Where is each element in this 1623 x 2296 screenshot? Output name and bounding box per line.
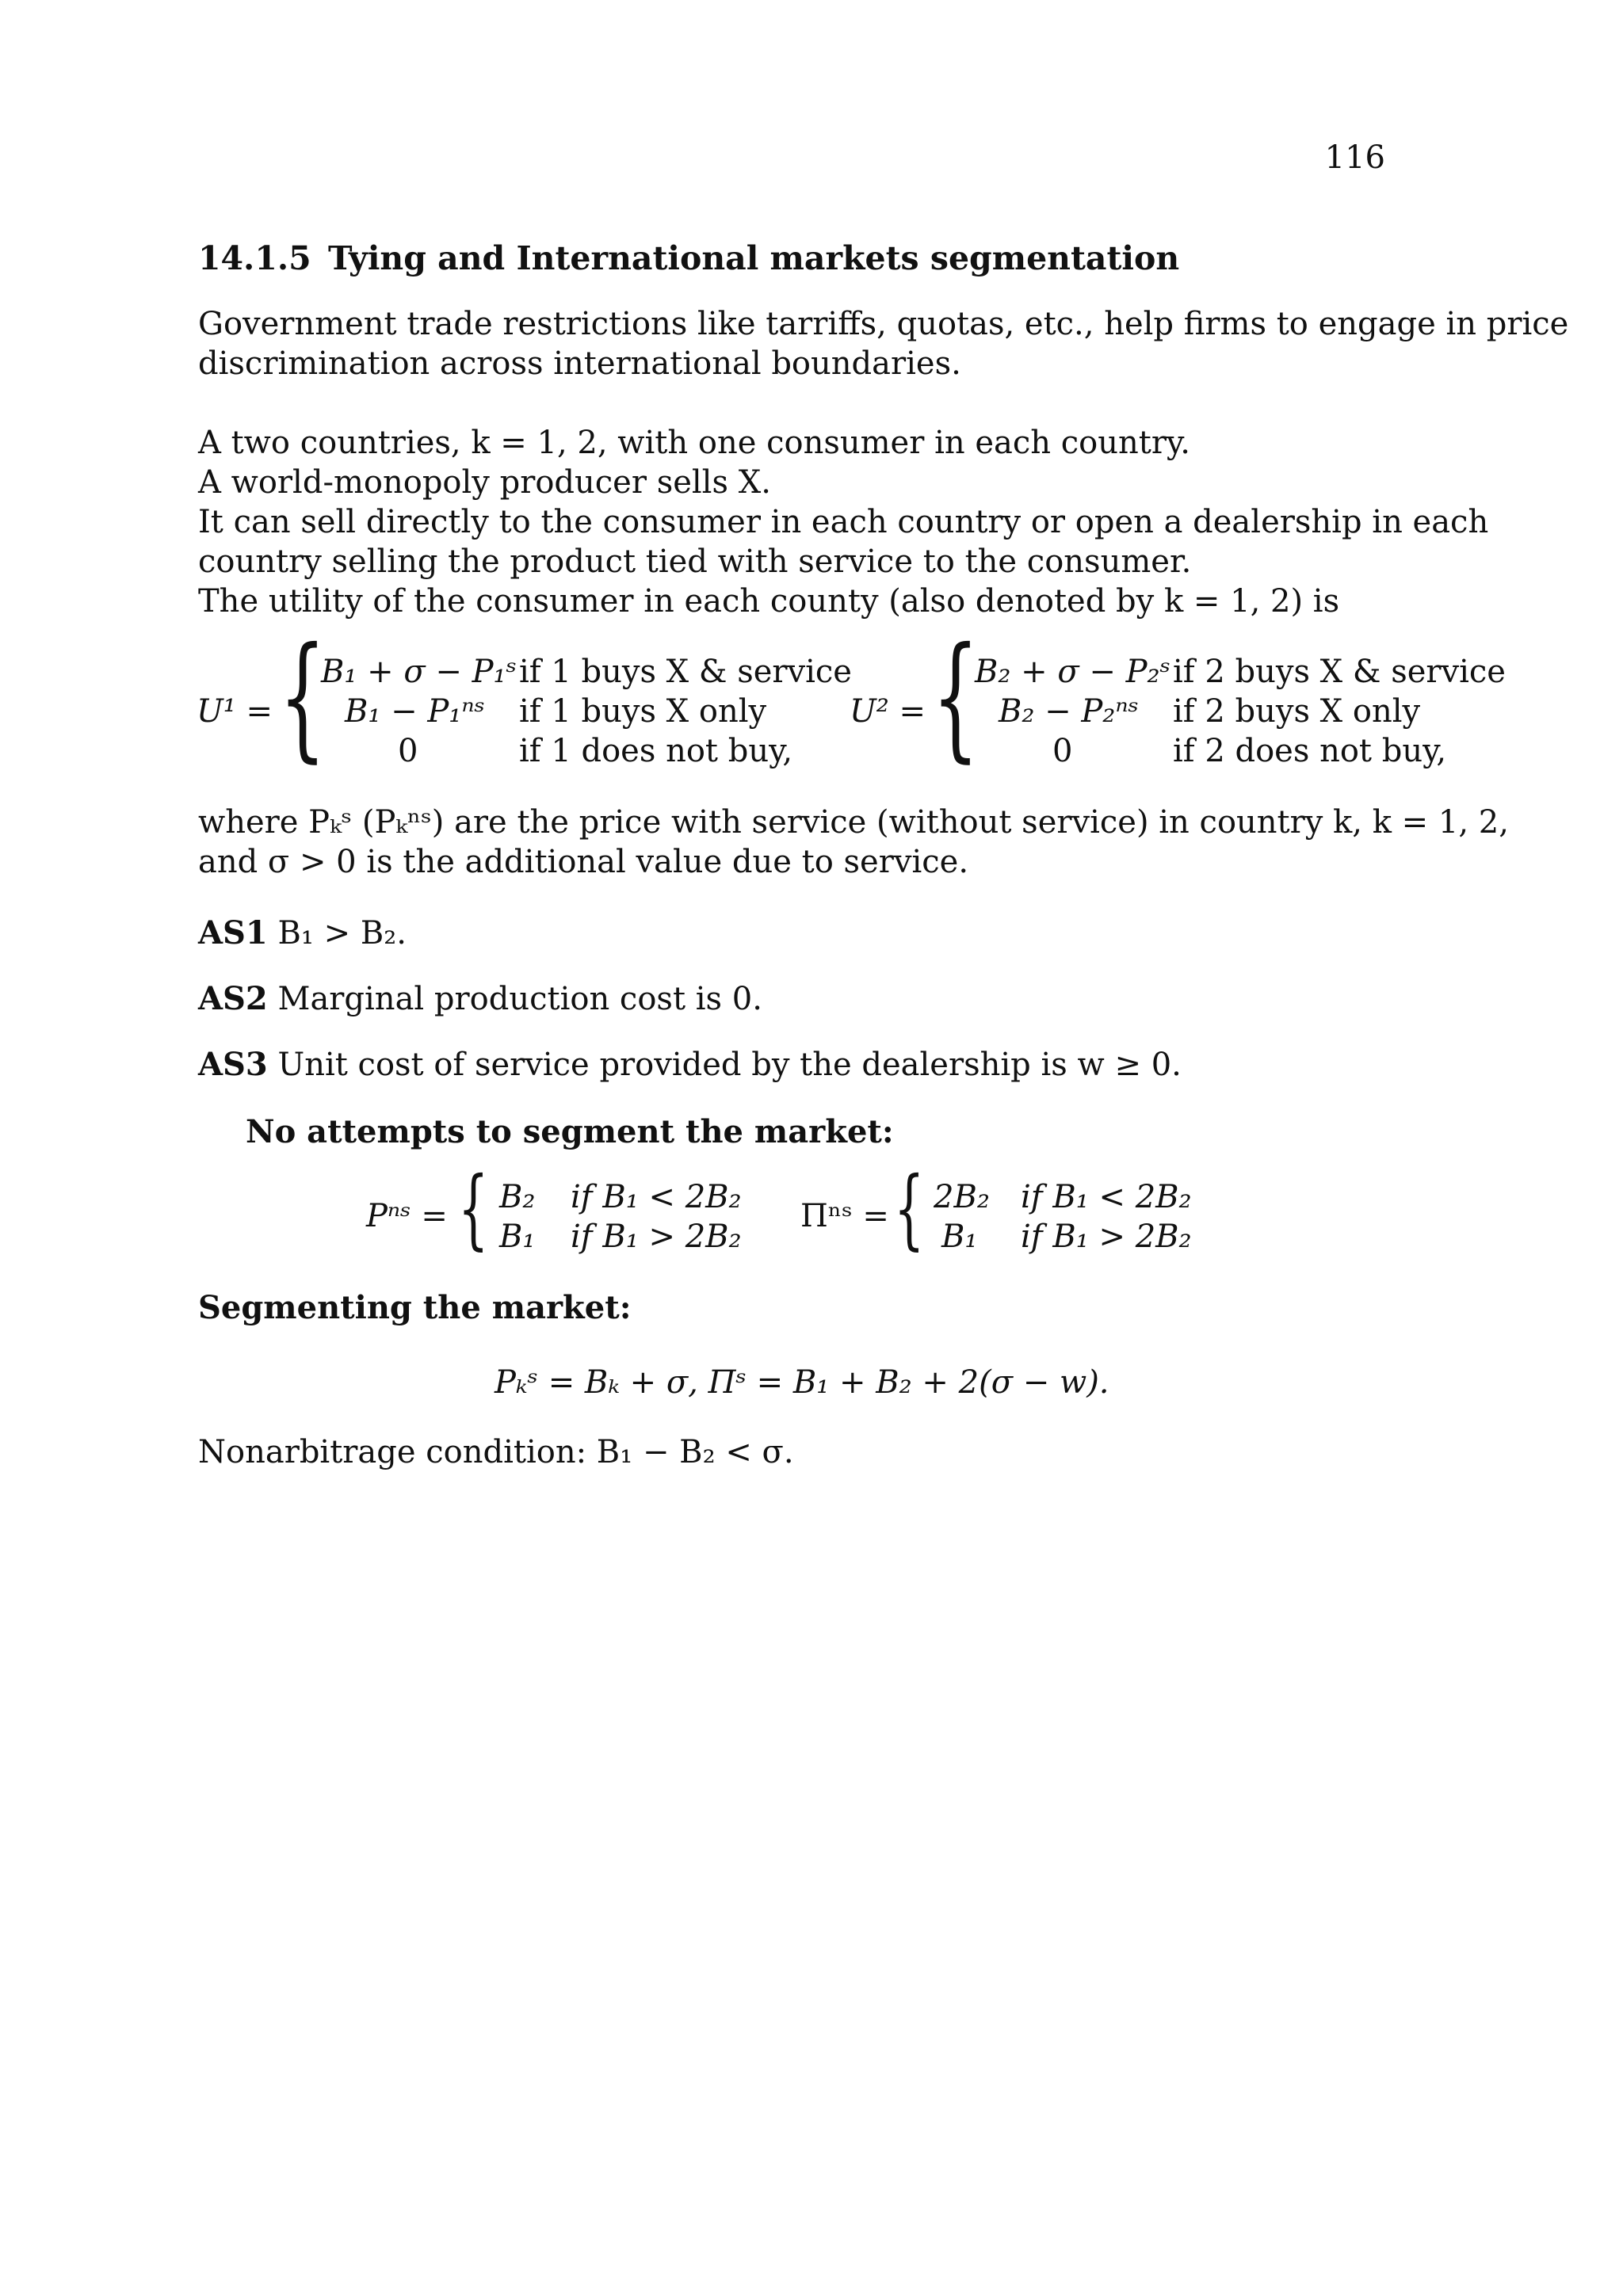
pns-case-cond: if B₁ < 2B₂	[571, 1179, 742, 1215]
u2-case-expr: B₂ + σ − P₂ˢ	[975, 654, 1171, 690]
pns-case-expr: B₁	[499, 1219, 536, 1255]
model-paragraph	[198, 423, 1489, 621]
assumption-label: AS1	[198, 914, 268, 952]
section-number: 14.1.5	[198, 239, 311, 277]
section-title: Tying and International markets segmentation	[328, 239, 1180, 277]
pns-lhs: Pⁿˢ =	[366, 1198, 448, 1234]
intro-line: Government trade restrictions like tarriffs, quotas, etc., help firms to engage in price	[198, 306, 1569, 342]
section-heading	[198, 239, 1179, 277]
pins-brace: {	[894, 1158, 925, 1259]
u1-case-cond: if 1 buys X & service	[519, 654, 852, 690]
pns-brace: {	[458, 1158, 489, 1259]
nonarbitrage-condition: Nonarbitrage condition: B₁ − B₂ < σ.	[198, 1434, 794, 1470]
assumption-as2	[198, 979, 1387, 1019]
assumption-as1	[198, 913, 1387, 953]
u2-case-cond: if 2 buys X & service	[1173, 654, 1506, 690]
assumption-label: AS2	[198, 980, 268, 1017]
pins-case-cond: if B₁ < 2B₂	[1021, 1179, 1192, 1215]
pins-lhs: Πⁿˢ =	[800, 1198, 889, 1234]
intro-line: discrimination across international boundaries.	[198, 345, 961, 382]
where-paragraph	[198, 803, 1509, 882]
assumption-label: AS3	[198, 1046, 268, 1083]
segment-equation: Pₖˢ = Bₖ + σ, Πˢ = B₁ + B₂ + 2(σ − w).	[495, 1364, 1109, 1401]
assumption-as3	[198, 1045, 1387, 1085]
no-segment-heading: No attempts to segment the market:	[246, 1113, 894, 1150]
assumption-text: Marginal production cost is 0.	[277, 981, 762, 1017]
where-line: and σ > 0 is the additional value due to service.	[198, 844, 969, 880]
pins-case-cond: if B₁ > 2B₂	[1021, 1219, 1192, 1255]
model-line: It can sell directly to the consumer in each country or open a dealership in each	[198, 504, 1489, 540]
pins-case-expr: 2B₂	[934, 1179, 990, 1215]
u1-case-expr: 0	[398, 733, 418, 769]
u1-case-cond: if 1 does not buy,	[519, 733, 793, 769]
model-line: country selling the product tied with service to the consumer.	[198, 543, 1192, 580]
u2-brace: {	[932, 619, 980, 776]
u2-case-expr: B₂ − P₂ⁿˢ	[999, 693, 1140, 730]
u2-lhs: U² =	[850, 693, 926, 730]
assumption-text: Unit cost of service provided by the dealership is w ≥ 0.	[277, 1047, 1182, 1083]
pns-case-cond: if B₁ > 2B₂	[571, 1219, 742, 1255]
intro-paragraph	[198, 304, 1569, 383]
where-line: where Pₖˢ (Pₖⁿˢ) are the price with service (without service) in country k, k = 1, 2,	[198, 804, 1509, 841]
u1-case-expr: B₁ − P₁ⁿˢ	[345, 693, 486, 730]
u1-lhs: U¹ =	[197, 693, 273, 730]
pns-case-expr: B₂	[499, 1179, 536, 1215]
u1-case-cond: if 1 buys X only	[519, 693, 767, 730]
model-line: A two countries, k = 1, 2, with one consumer in each country.	[198, 425, 1190, 461]
u1-brace: {	[279, 619, 327, 776]
pins-case-expr: B₁	[941, 1219, 978, 1255]
page-number: 116	[1324, 139, 1385, 176]
assumption-text: B₁ > B₂.	[277, 915, 407, 952]
u1-case-expr: B₁ + σ − P₁ˢ	[321, 654, 517, 690]
segment-heading: Segmenting the market:	[198, 1289, 632, 1326]
model-line: The utility of the consumer in each county (also denoted by k = 1, 2) is	[198, 583, 1340, 620]
model-line: A world-monopoly producer sells X.	[198, 464, 771, 501]
u2-case-cond: if 2 does not buy,	[1173, 733, 1447, 769]
u2-case-expr: 0	[1052, 733, 1073, 769]
u2-case-cond: if 2 buys X only	[1173, 693, 1421, 730]
